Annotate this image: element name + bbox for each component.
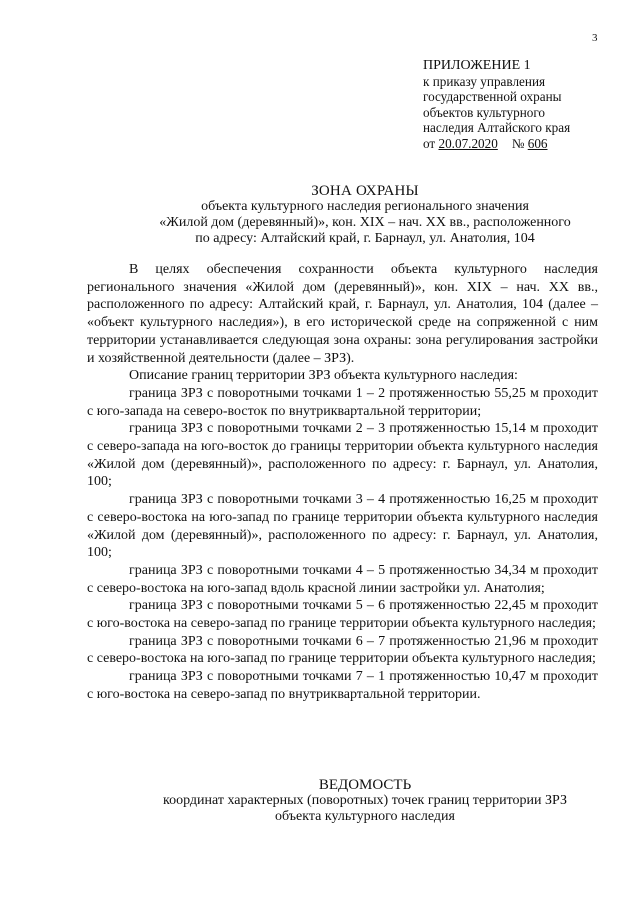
body-paragraph: граница ЗРЗ с поворотными точками 7 – 1 протяженностью 10,47 м проходит с юго-востока на северо-запад по внутриквартальной территории. (87, 669, 598, 702)
body-paragraph: граница ЗРЗ с поворотными точками 3 – 4 протяженностью 16,25 м проходит с северо-востока на юго-запад по границе территории объекта культурного наследия «Жилой дом (деревянный)», расположенного по адресу: г. Барнаул, ул. Анатолия, 100; (87, 492, 598, 561)
zone-title-heading: ЗОНА ОХРАНЫ (311, 183, 419, 199)
body-paragraph: В целях обеспечения сохранности объекта культурного наследия регионального значения «Жилой дом (деревянный)», кон. XIX – нач. XX вв., расположенного по адресу: Алтайский край, г. Барнаул, ул. Анатолия, 104 (далее – «объект культурного наследия»), в его исторической среде на сопряженной с ним территории устанавливается следующая зона охраны: зона регулирования застройки и хозяйственной деятельности (далее – ЗРЗ). (87, 262, 598, 366)
body-paragraph: граница ЗРЗ с поворотными точками 2 – 3 протяженностью 15,14 м проходит с северо-запада на юго-восток до границы территории объекта культурного наследия «Жилой дом (деревянный)», расположенного по адресу: г. Барнаул, ул. Анатолия, 100; (87, 421, 598, 490)
body-paragraph: граница ЗРЗ с поворотными точками 5 – 6 протяженностью 22,45 м проходит с юго-востока на северо-запад по границе территории объекта культурного наследия; (87, 598, 598, 632)
number-prefix: № (511, 135, 528, 151)
body-paragraph: граница ЗРЗ с поворотными точками 4 – 5 протяженностью 34,34 м проходит с северо-востока на юго-запад вдоль красной линии застройки ул. Анатолия; (87, 562, 598, 596)
zone-title-block (95, 183, 635, 247)
date-prefix: от (423, 135, 439, 151)
appendix-line: наследия Алтайского края (423, 120, 571, 135)
order-date: 20.07.2020 (438, 135, 498, 151)
appendix-block (423, 58, 623, 151)
appendix-line: государственной охраны (423, 89, 562, 104)
page-number: 3 (592, 32, 598, 44)
appendix-line: объектов культурного (423, 104, 546, 120)
zone-title-line: объекта культурного наследия регионального значения (201, 199, 529, 214)
statement-block (95, 777, 635, 825)
statement-line: объекта культурного наследия (275, 809, 455, 824)
body-paragraph: Описание границ территории ЗРЗ объекта культурного наследия: (129, 368, 518, 384)
appendix-date-line (423, 136, 623, 152)
zone-title-line: «Жилой дом (деревянный)», кон. XIX – нач. XX вв., расположенного (159, 215, 571, 230)
zone-title-line: по адресу: Алтайский край, г. Барнаул, ул. Анатолия, 104 (195, 231, 535, 246)
order-number: 606 (527, 135, 548, 151)
body-paragraph: граница ЗРЗ с поворотными точками 6 – 7 протяженностью 21,96 м проходит с северо-востока на юго-запад по границе территории объекта культурного наследия; (87, 633, 598, 667)
appendix-heading: ПРИЛОЖЕНИЕ 1 (423, 58, 531, 73)
statement-heading: ВЕДОМОСТЬ (318, 777, 412, 793)
statement-line: координат характерных (поворотных) точек границ территории ЗРЗ (162, 793, 568, 808)
document-body (87, 261, 598, 704)
appendix-line: к приказу управления (423, 73, 546, 89)
body-paragraph: граница ЗРЗ с поворотными точками 1 – 2 протяженностью 55,25 м проходит с юго-запада на северо-восток по внутриквартальной территории; (87, 385, 598, 419)
